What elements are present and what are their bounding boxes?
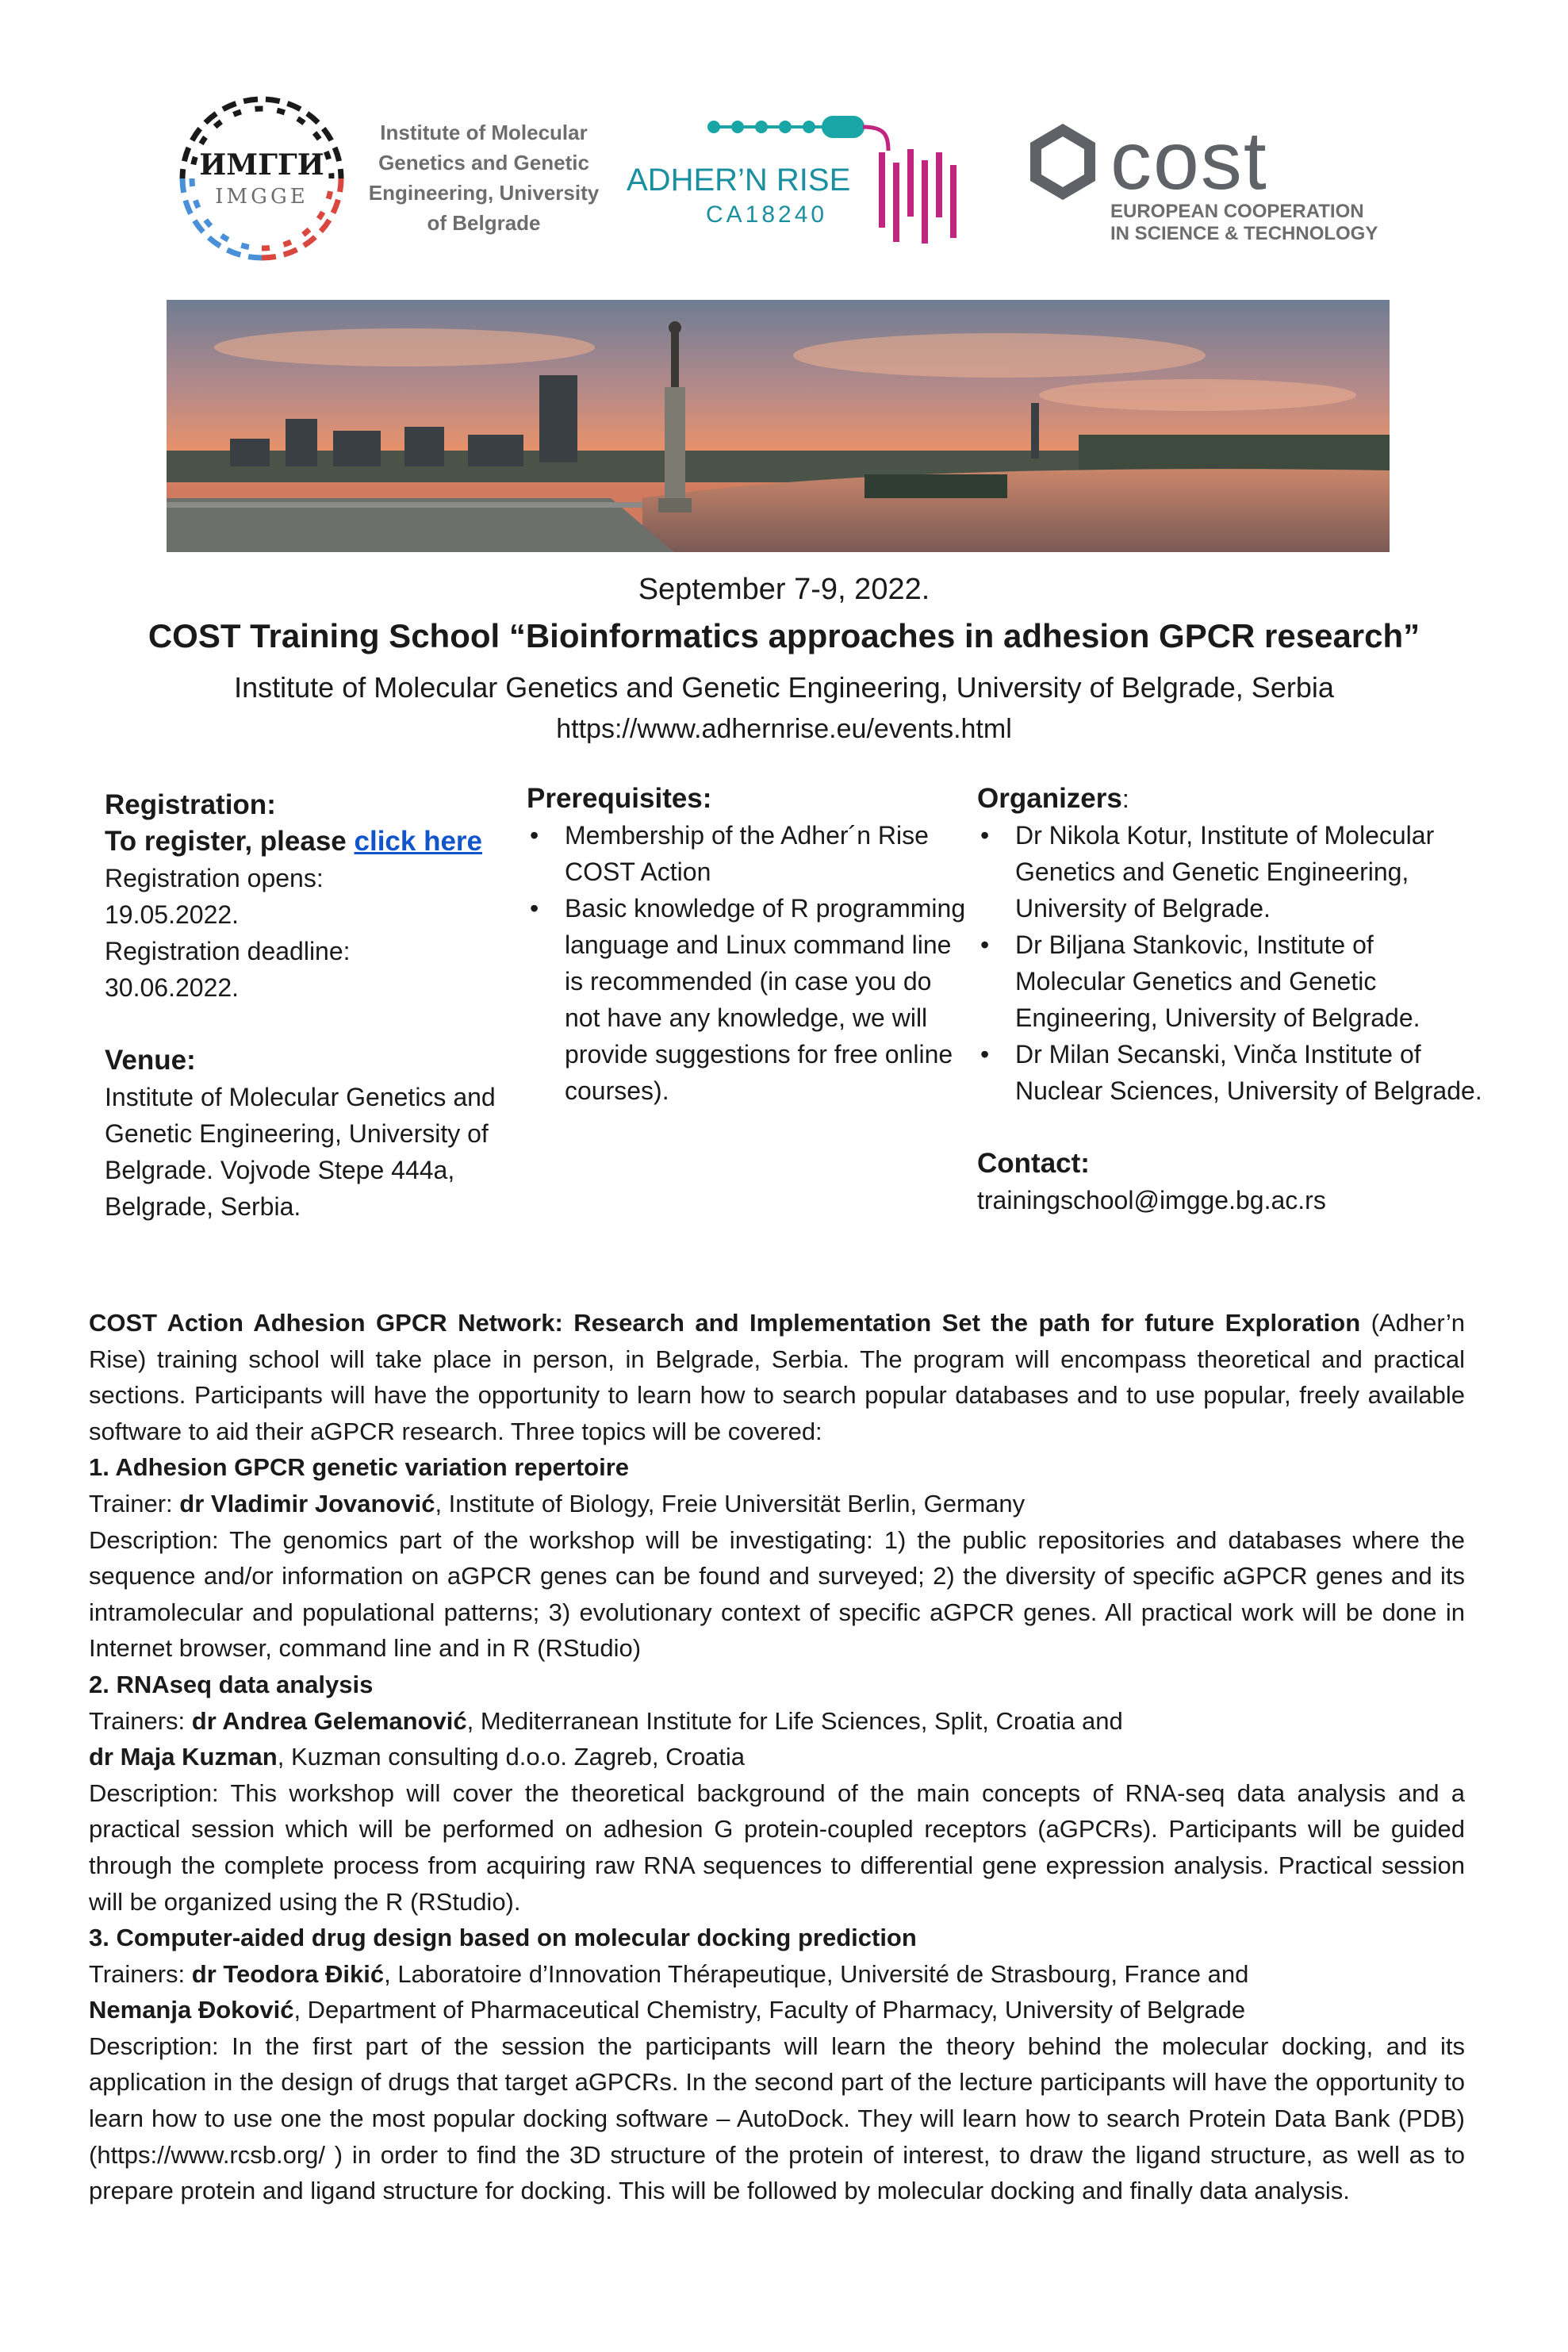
topic-trainer-line [89,1992,1465,2028]
school-title: COST Training School “Bioinformatics approaches in adhesion GPCR research” [148,617,1420,654]
topic-trainer-line [89,1956,1465,1993]
venue-heading: Venue: [105,1045,196,1076]
cost-tagline-1: EUROPEAN COOPERATION [1110,201,1364,222]
organizer-item: • Dr Nikola Kotur, Institute of Molecular Genetics and Genetic Engineering, University of Belgrade. [977,817,1485,927]
organizer-item: • Dr Biljana Stankovic, Institute of Molecular Genetics and Genetic Engineering, University of Belgrade. [977,927,1485,1036]
prerequisite-item: • Membership of the Adher´n Rise COST Action [527,817,971,890]
registration-heading: Registration: [105,789,276,820]
trainer-name: dr Maja Kuzman [89,1743,278,1771]
topic-trainer-line [89,1486,1465,1522]
organizers-heading-line [977,781,1485,817]
imgge-logo [163,79,361,278]
trainers-label: Trainers: [89,1706,192,1735]
trainer-name: dr Teodora Đikić [191,1959,385,1988]
trainer-name: dr Andrea Gelemanović [191,1706,467,1735]
prerequisites-list [527,817,971,1109]
registration-deadline-date: 30.06.2022. [105,973,240,1002]
organizer-item: • Dr Milan Secanski, Vinča Institute of Nuclear Sciences, University of Belgrade. [977,1036,1485,1109]
intro-paragraph [89,1305,1465,1449]
event-date: September 7-9, 2022. [638,573,930,606]
registration-opens-date: 19.05.2022. [105,900,240,929]
intro-bold: COST Action Adhesion GPCR Network: Research and Implementation Set the path for future Exploration [89,1309,1361,1337]
register-prefix: To register, please [105,826,355,857]
trainers-label: Trainers: [89,1959,192,1988]
topic-description: Description: The genomics part of the workshop will be investigating: 1) the public repositories and databases where the sequence and/or information on aGPCR genes can be found and surveyed; 2) the diversity of specific aGPCR genes and its intramolecular and populational patterns; 3) evolutionary context of specific aGPCR genes. All practical work will be done in Internet browser, command line and in R (RStudio) [89,1525,1465,1663]
program-description [89,1305,1465,2209]
trainer-name: dr Vladimir Jovanović [179,1489,435,1517]
trainer-name: Nemanja Đoković [89,1996,294,2024]
topic-description: Description: In the first part of the session the participants will learn the theory behind the molecular docking, and its application in the design of drugs that target aGPCRs. In the second part of the lecture participants will have the opportunity to learn how to use one the most popular docking software – AutoDock. They will learn how to search Protein Data Bank (PDB) (https://www.rcsb.org/ ) in order to find the 3D structure of the protein of interest, to draw the ligand structure, as well as to prepare protein and ligand structure for docking. This will be followed by molecular docking and finally data analysis. [89,2032,1465,2205]
register-line [105,823,517,860]
contact-heading: Contact: [977,1148,1090,1179]
organizers-contact-column [977,781,1485,1218]
adhern-rise-name: ADHER’N RISE [627,163,851,198]
cost-wordmark: cost [1110,119,1268,207]
trainer-affiliation: , Mediterranean Institute for Life Sciences, Split, Croatia and [466,1706,1123,1735]
events-url[interactable]: https://www.adhernrise.eu/events.html [556,714,1012,744]
organizers-list [977,817,1485,1109]
intro-text: (Adher’n Rise) training school will take place in person, in Belgrade, Serbia. The program will encompass theoretical and practical sections. Participants will have the opportunity to learn how to search popular databases and to use popular, freely available software to aid their aGPCR research. Three topics will be covered: [89,1309,1465,1445]
venue-text: Institute of Molecular Genetics and Genetic Engineering, University of Belgrade. Vojvode Stepe 444a, Belgrade, Serbia. [105,1083,496,1221]
prerequisite-item: • Basic knowledge of R programming language and Linux command line is recommended (in case you do not have any knowledge, we will provide suggestions for free online courses). [527,890,971,1109]
cost-logo [1023,119,1388,246]
adhern-rise-logo [619,103,1047,246]
register-link[interactable]: click here [354,826,482,857]
registration-deadline-label: Registration deadline: [105,937,351,965]
topic-description: Description: This workshop will cover the theoretical background of the main concepts of RNA-seq data analysis and a practical session which will be performed on adhesion G protein-coupled receptors (aGPCRs). Participants will be guided through the complete process from acquiring raw RNA sequences to differential gene expression analysis. Practical session will be organized using the R (RStudio). [89,1778,1465,1916]
prerequisites-column [527,781,971,1109]
topic-title: 2. RNAseq data analysis [89,1670,374,1698]
trainer-affiliation: , Institute of Biology, Freie Universität Berlin, Germany [435,1489,1026,1517]
trainer-affiliation: , Laboratoire d’Innovation Thérapeutique, Université de Strasbourg, France and [384,1959,1249,1988]
trainer-affiliation: , Department of Pharmaceutical Chemistry, Faculty of Pharmacy, University of Belgrade [293,1996,1246,2024]
topic-title: 3. Computer-aided drug design based on molecular docking prediction [89,1924,917,1952]
topic-title: 1. Adhesion GPCR genetic variation repertoire [89,1453,630,1482]
organizers-heading: Organizers [977,783,1122,814]
imgge-caption: Institute of Molecular Genetics and Genetic Engineering, University of Belgrade [368,121,600,235]
adhern-rise-code: CA18240 [706,201,828,228]
registration-venue-column [105,787,517,1225]
belgrade-panorama-photo [167,300,1390,552]
topic-trainer-line [89,1739,1465,1775]
imgge-logo-cyrillic: ИМГГИ [199,148,324,182]
trainer-affiliation: , Kuzman consulting d.o.o. Zagreb, Croatia [277,1743,746,1771]
trainers-label: Trainer: [89,1489,180,1517]
registration-opens-label: Registration opens: [105,864,324,892]
organizers-heading-colon: : [1121,785,1129,813]
prerequisites-heading: Prerequisites: [527,783,712,814]
topic-trainer-line [89,1703,1465,1740]
imgge-logo-latin: IMGGE [215,185,309,209]
institute-line: Institute of Molecular Genetics and Genetic Engineering, University of Belgrade, Serbia [234,671,1334,704]
contact-email[interactable]: trainingschool@imgge.bg.ac.rs [977,1186,1326,1214]
cost-tagline-2: IN SCIENCE & TECHNOLOGY [1110,223,1378,244]
